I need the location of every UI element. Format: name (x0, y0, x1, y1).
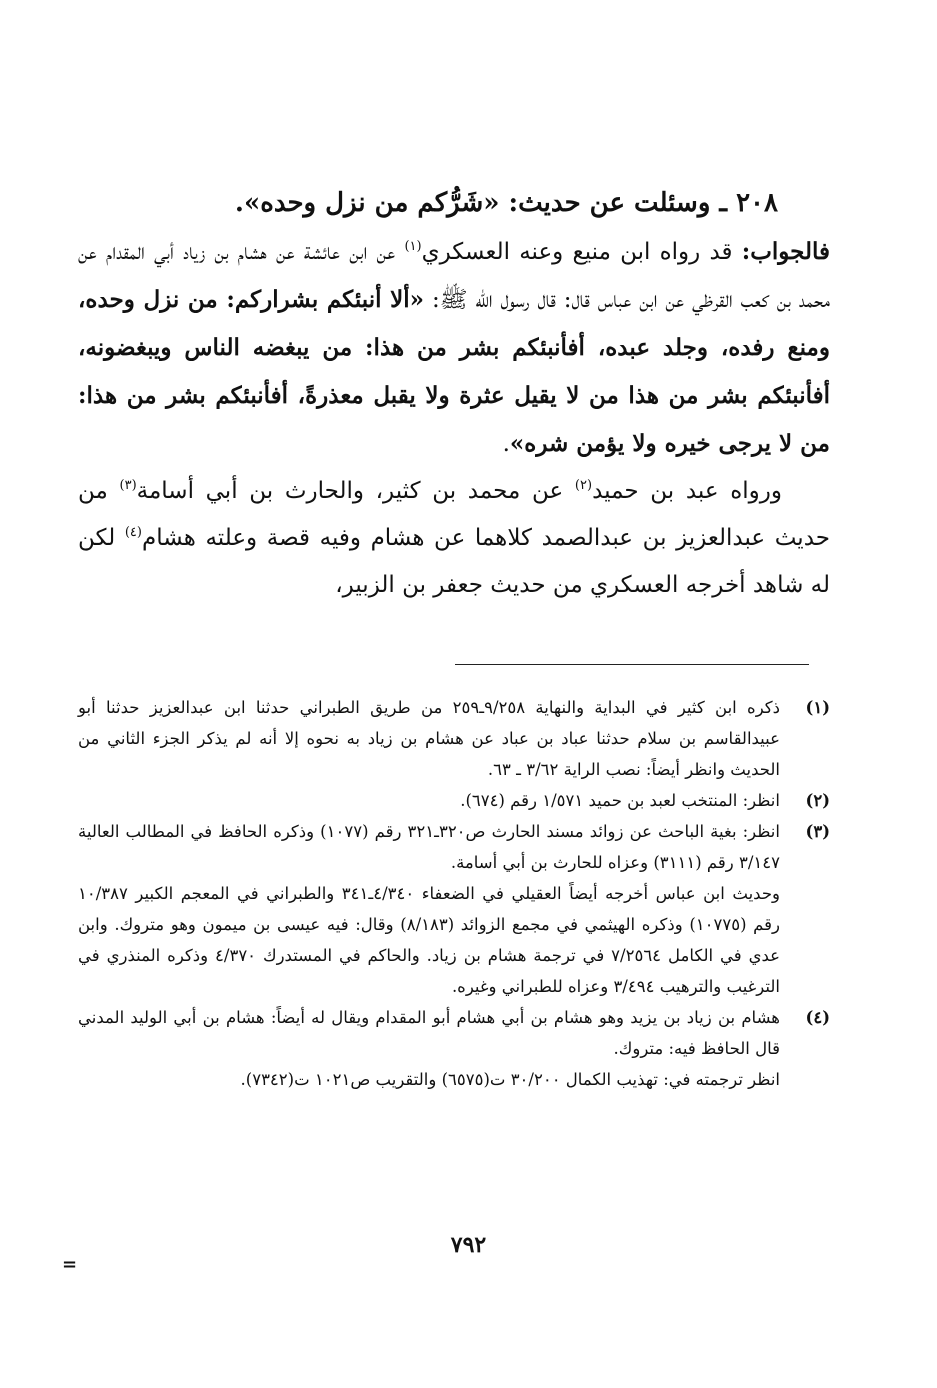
hadith-end: . (502, 431, 510, 457)
question-heading: ٢٠٨ ـ وسئلت عن حديث: «شَرُّكم من نزل وحده». (234, 188, 778, 218)
answer-paragraph (78, 228, 830, 468)
footnotes (78, 692, 830, 1095)
main-text (78, 180, 830, 609)
narration-text-3: من حديث عبدالعزيز بن عبدالصمد كلاهما عن هشام وفيه قصة وعلته هشام (78, 478, 830, 551)
page-number: ٧٩٢ (450, 1232, 487, 1258)
answer-intro-2: عن ابن عائشة عن هشام بن زياد أبي المقدام عن محمد بن كعب القرظي عن ابن عباس قال: قال رسول الله ﷺ: (78, 239, 830, 313)
footnote-number: (٣) (805, 822, 830, 841)
footnote-ref-2[interactable]: (٢) (574, 478, 593, 493)
hadith-text: «ألا أنبئكم بشراركم: من نزل وحده، ومنع رفده، وجلد عبده، أفأنبئكم بشر من هذا: من يبغضه الناس ويبغضونه، أفأنبئكم بشر من هذا من لا يقيل عثرة ولا يقبل معذرةً، أفأنبئكم بشر من هذا: من لا يرجى خيره ولا يؤمن شره» (78, 286, 830, 457)
footnote-text: ذكره ابن كثير في البداية والنهاية ٩/٢٥٨ـ٢٥٩ من طريق الطبراني حدثنا ابن عبدالعزيز حدثنا أبو عبيدالقاسم بن سلام حدثنا عباد بن عباد عن هشام بن زياد به نحوه إلا أنه لم يذكر الجزء الثاني من الحديث وانظر أيضاً: نصب الراية ٣/٦٢ ـ ٦٣. (78, 698, 780, 779)
narration-text-2: عن محمد بن كثير، والحارث بن أبي أسامة (136, 478, 575, 504)
footnote-ref-3[interactable]: (٣) (119, 478, 137, 493)
footnote-continuation: انظر ترجمته في: تهذيب الكمال ٣٠/٢٠٠ ت(٦٥٧٥) والتقريب ص١٠٢١ ت(٧٣٤٢). (240, 1070, 780, 1089)
footnote-continuation: وحديث ابن عباس أخرجه أيضاً العقيلي في الضعفاء ٤/٣٤٠ـ٣٤١ والطبراني في المعجم الكبير ١٠/٣٨٧ رقم (١٠٧٧٥) وذكره الهيثمي في مجمع الزوائد (٨/١٨٣) وقال: فيه عيسى بن ميمون وهو متروك. وابن عدي في الكامل ٧/٢٥٦٤ في ترجمة هشام بن زياد. والحاكم في المستدرك ٤/٣٧٠ وذكره المنذري في الترغيب والترهيب ٣/٤٩٤ وعزاه للطبراني وغيره. (78, 884, 780, 996)
footnote-text: هشام بن زياد بن يزيد وهو هشام بن أبي هشام أبو المقدام ويقال له أيضاً: هشام بن أبي الوليد المدني قال الحافظ فيه: متروك. (78, 1008, 780, 1058)
footnote-number: (٤) (805, 1008, 830, 1027)
footnote-separator (455, 664, 809, 665)
narration-text-4: لكن له شاهد أخرجه العسكري من حديث جعفر بن الزبير، (78, 525, 830, 598)
footnote-1 (78, 692, 830, 785)
footnote-text: انظر: بغية الباحث عن زوائد مسند الحارث ص٣٢٠ـ٣٢١ رقم (١٠٧٧) وذكره الحافظ في المطالب العالية ٣/١٤٧ رقم (٣١١١) وعزاه للحارث بن أبي أسامة. (78, 822, 780, 872)
answer-intro-1: قد رواه ابن منيع وعنه العسكري (421, 239, 742, 265)
footnote-text: انظر: المنتخب لعبد بن حميد ١/٥٧١ رقم (٦٧٤). (460, 791, 780, 810)
footnote-4 (78, 1002, 830, 1095)
footnote-ref-1[interactable]: (١) (404, 239, 422, 254)
footnote-number: (٢) (805, 791, 830, 810)
narration-text-1: ورواه عبد بن حميد (592, 478, 783, 504)
footnote-number: (١) (805, 698, 830, 717)
footnote-3 (78, 816, 830, 1002)
footnote-ref-4[interactable]: (٤) (124, 525, 142, 540)
corner-mark: = (62, 1254, 78, 1275)
footnote-2 (78, 785, 830, 816)
narration-paragraph (78, 468, 830, 609)
answer-lead: فالجواب: (741, 238, 830, 265)
